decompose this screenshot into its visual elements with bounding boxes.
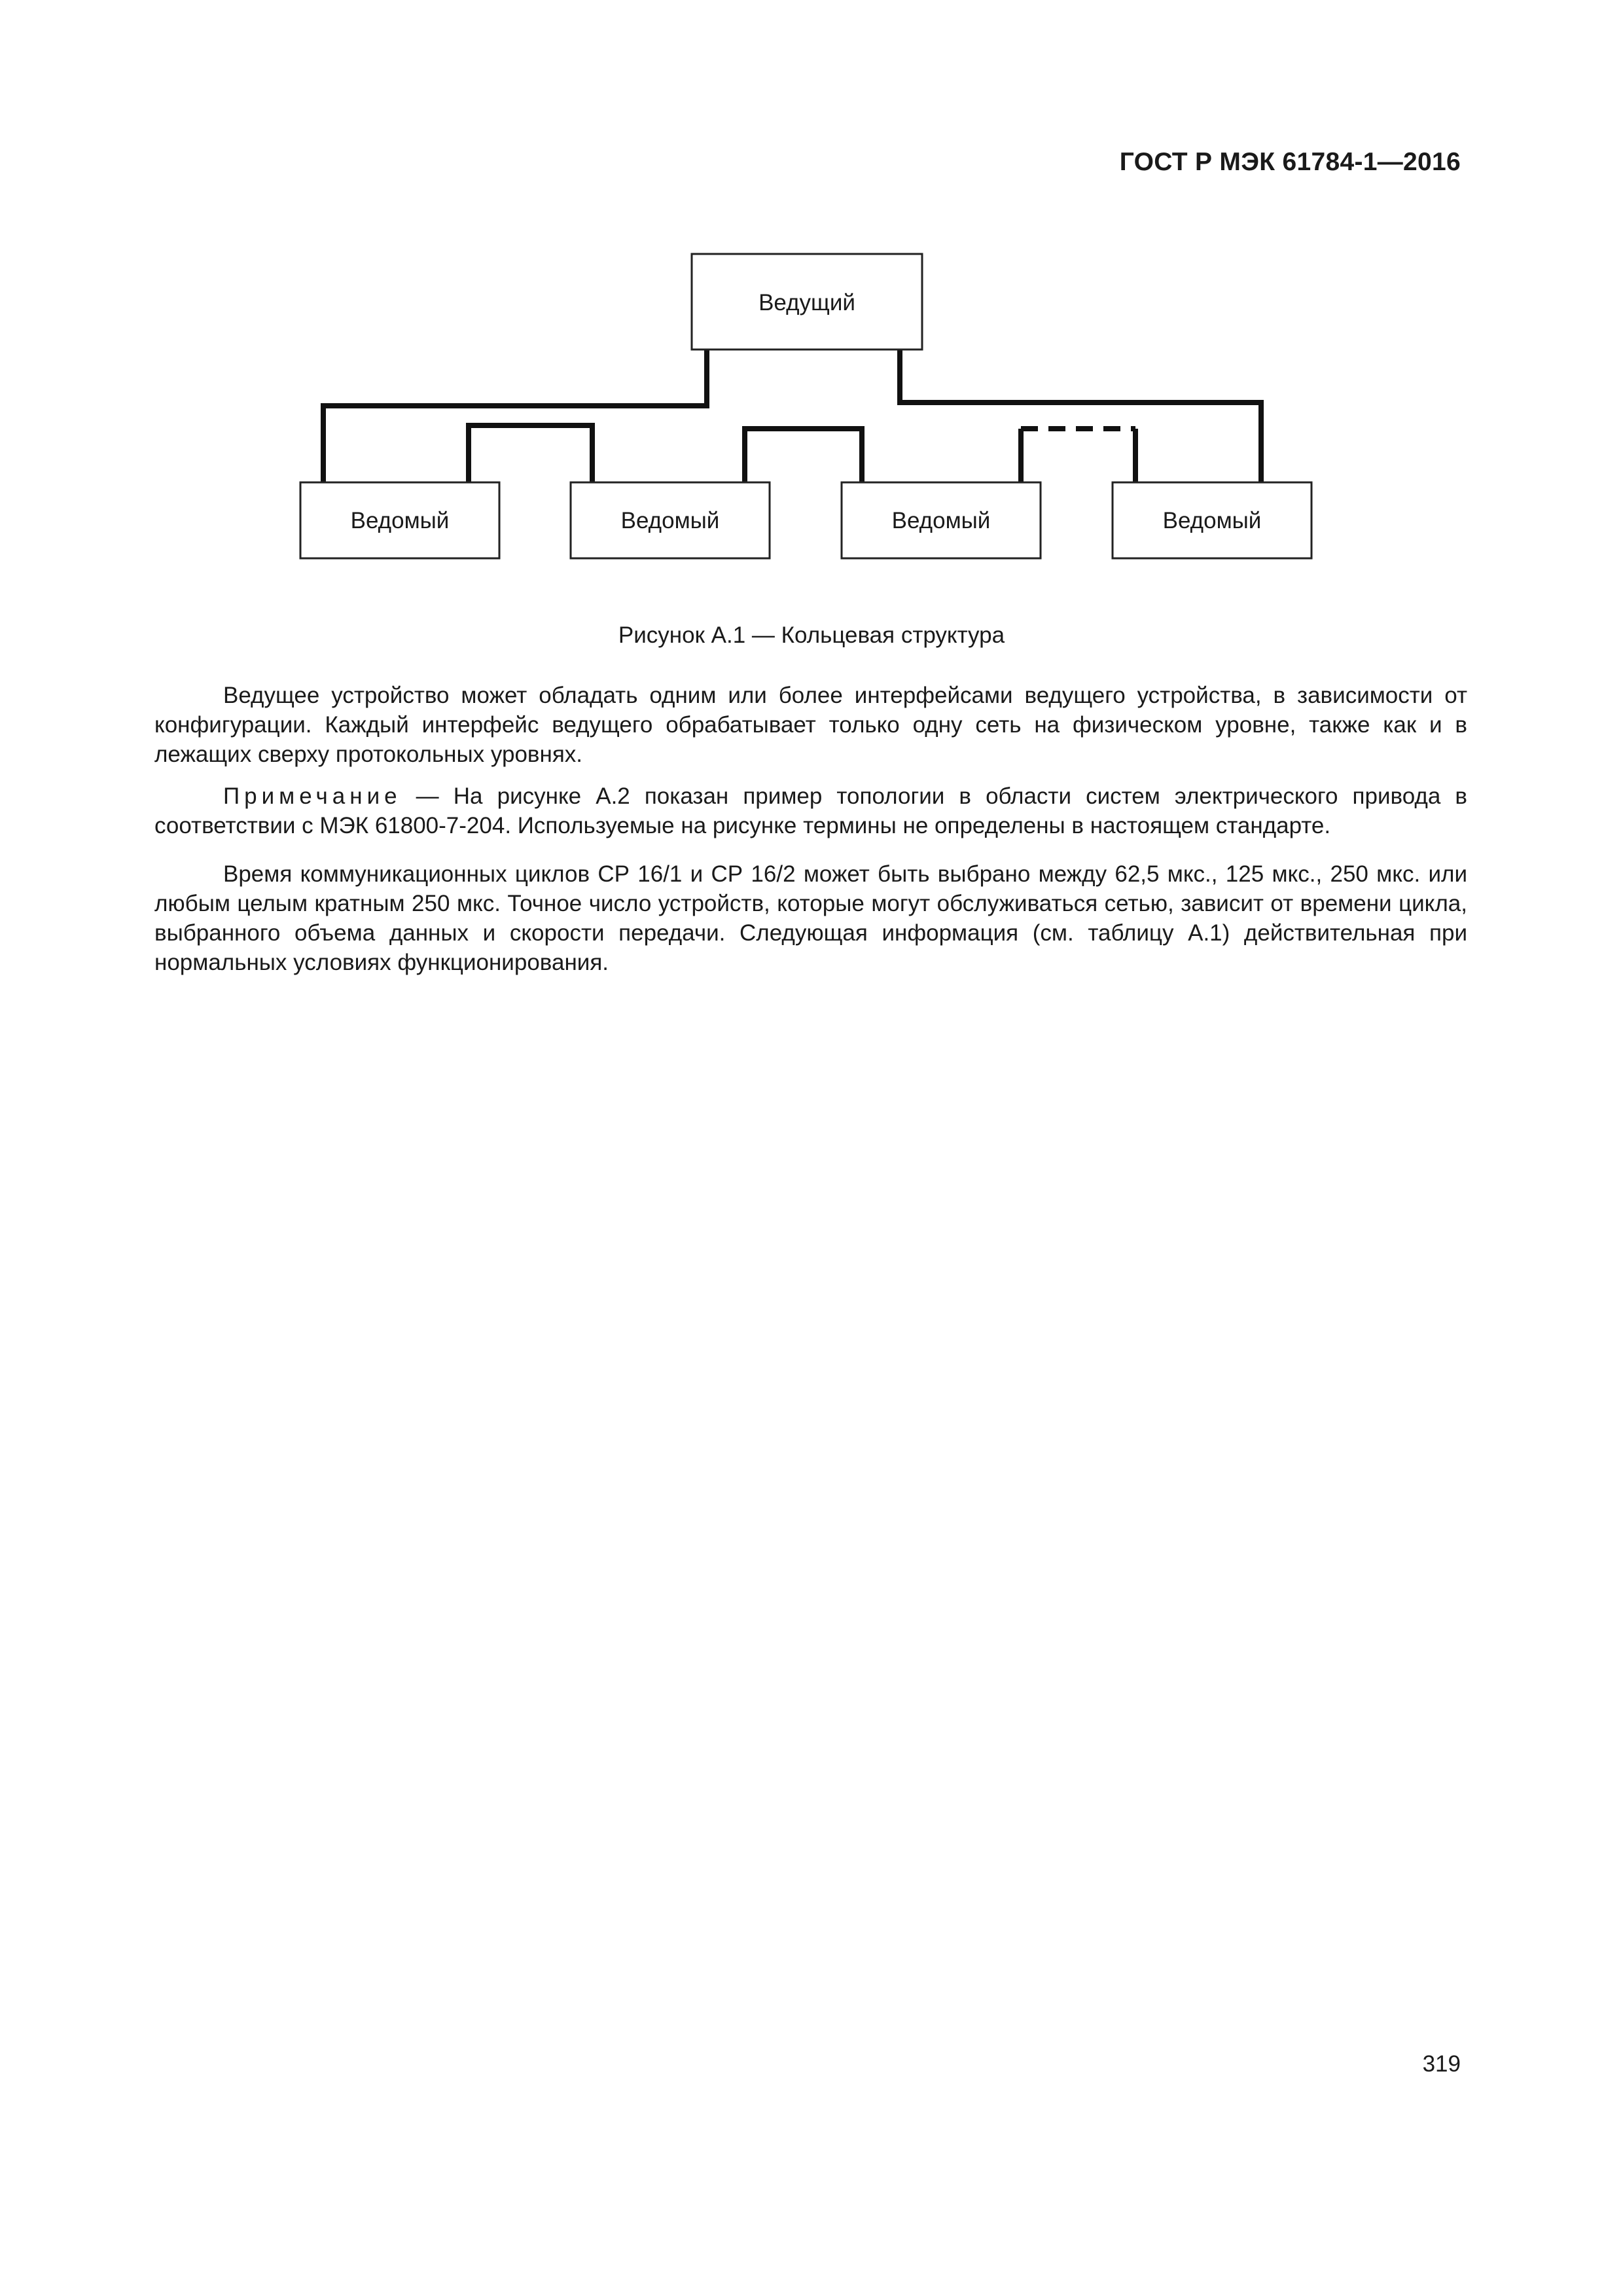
slave-label-3: Ведомый	[891, 508, 991, 533]
standard-code: ГОСТ Р МЭК 61784-1—2016	[1119, 148, 1461, 176]
slave-label-4: Ведомый	[1162, 508, 1262, 533]
link-master-to-slave-4	[900, 350, 1261, 482]
paragraph-cycle-times: Время коммуникационных циклов СР 16/1 и СР 16/2 может быть выбрано между 62,5 мкс., 125 мкс., 250 мкс. или любым целым кратным 250 мкс. Точное число устройств, которые могут обслуживаться сетью, зависит от времени цикла, выбранного объема данных и скорости передачи. Следующая информация (см. таблицу А.1) действительная при нормальных условиях функционирования.	[154, 861, 1467, 975]
slave-label-1: Ведомый	[350, 508, 450, 533]
link-slave-2-to-slave-3	[745, 429, 862, 482]
ring-structure-diagram	[0, 0, 1623, 589]
slave-node-4	[1113, 482, 1311, 558]
note-label: Примечание	[223, 783, 402, 809]
note-text: — На рисунке А.2 показан пример топологии в области систем электрического привода в соответствии с МЭК 61800-7-204. Используемые на рисунке термины не определены в настоящем стандарте.	[154, 783, 1467, 838]
link-master-to-slave-1	[323, 350, 707, 482]
master-label: Ведущий	[758, 290, 855, 315]
slave-node-1	[300, 482, 499, 558]
page-number: 319	[1422, 2051, 1461, 2077]
slave-node-2	[571, 482, 770, 558]
note-paragraph	[154, 781, 1467, 840]
slave-node-3	[842, 482, 1041, 558]
slave-label-2: Ведомый	[620, 508, 720, 533]
paragraph-master-interfaces: Ведущее устройство может обладать одним или более интерфейсами ведущего устройства, в зависимости от конфигурации. Каждый интерфейс ведущего обрабатывает только одну сеть на физическом уровне, также как и в лежащих сверху протокольных уровнях.	[154, 683, 1467, 767]
link-slave-1-to-slave-2	[469, 425, 592, 482]
figure-caption: Рисунок А.1 — Кольцевая структура	[618, 622, 1005, 648]
master-node	[692, 254, 922, 350]
